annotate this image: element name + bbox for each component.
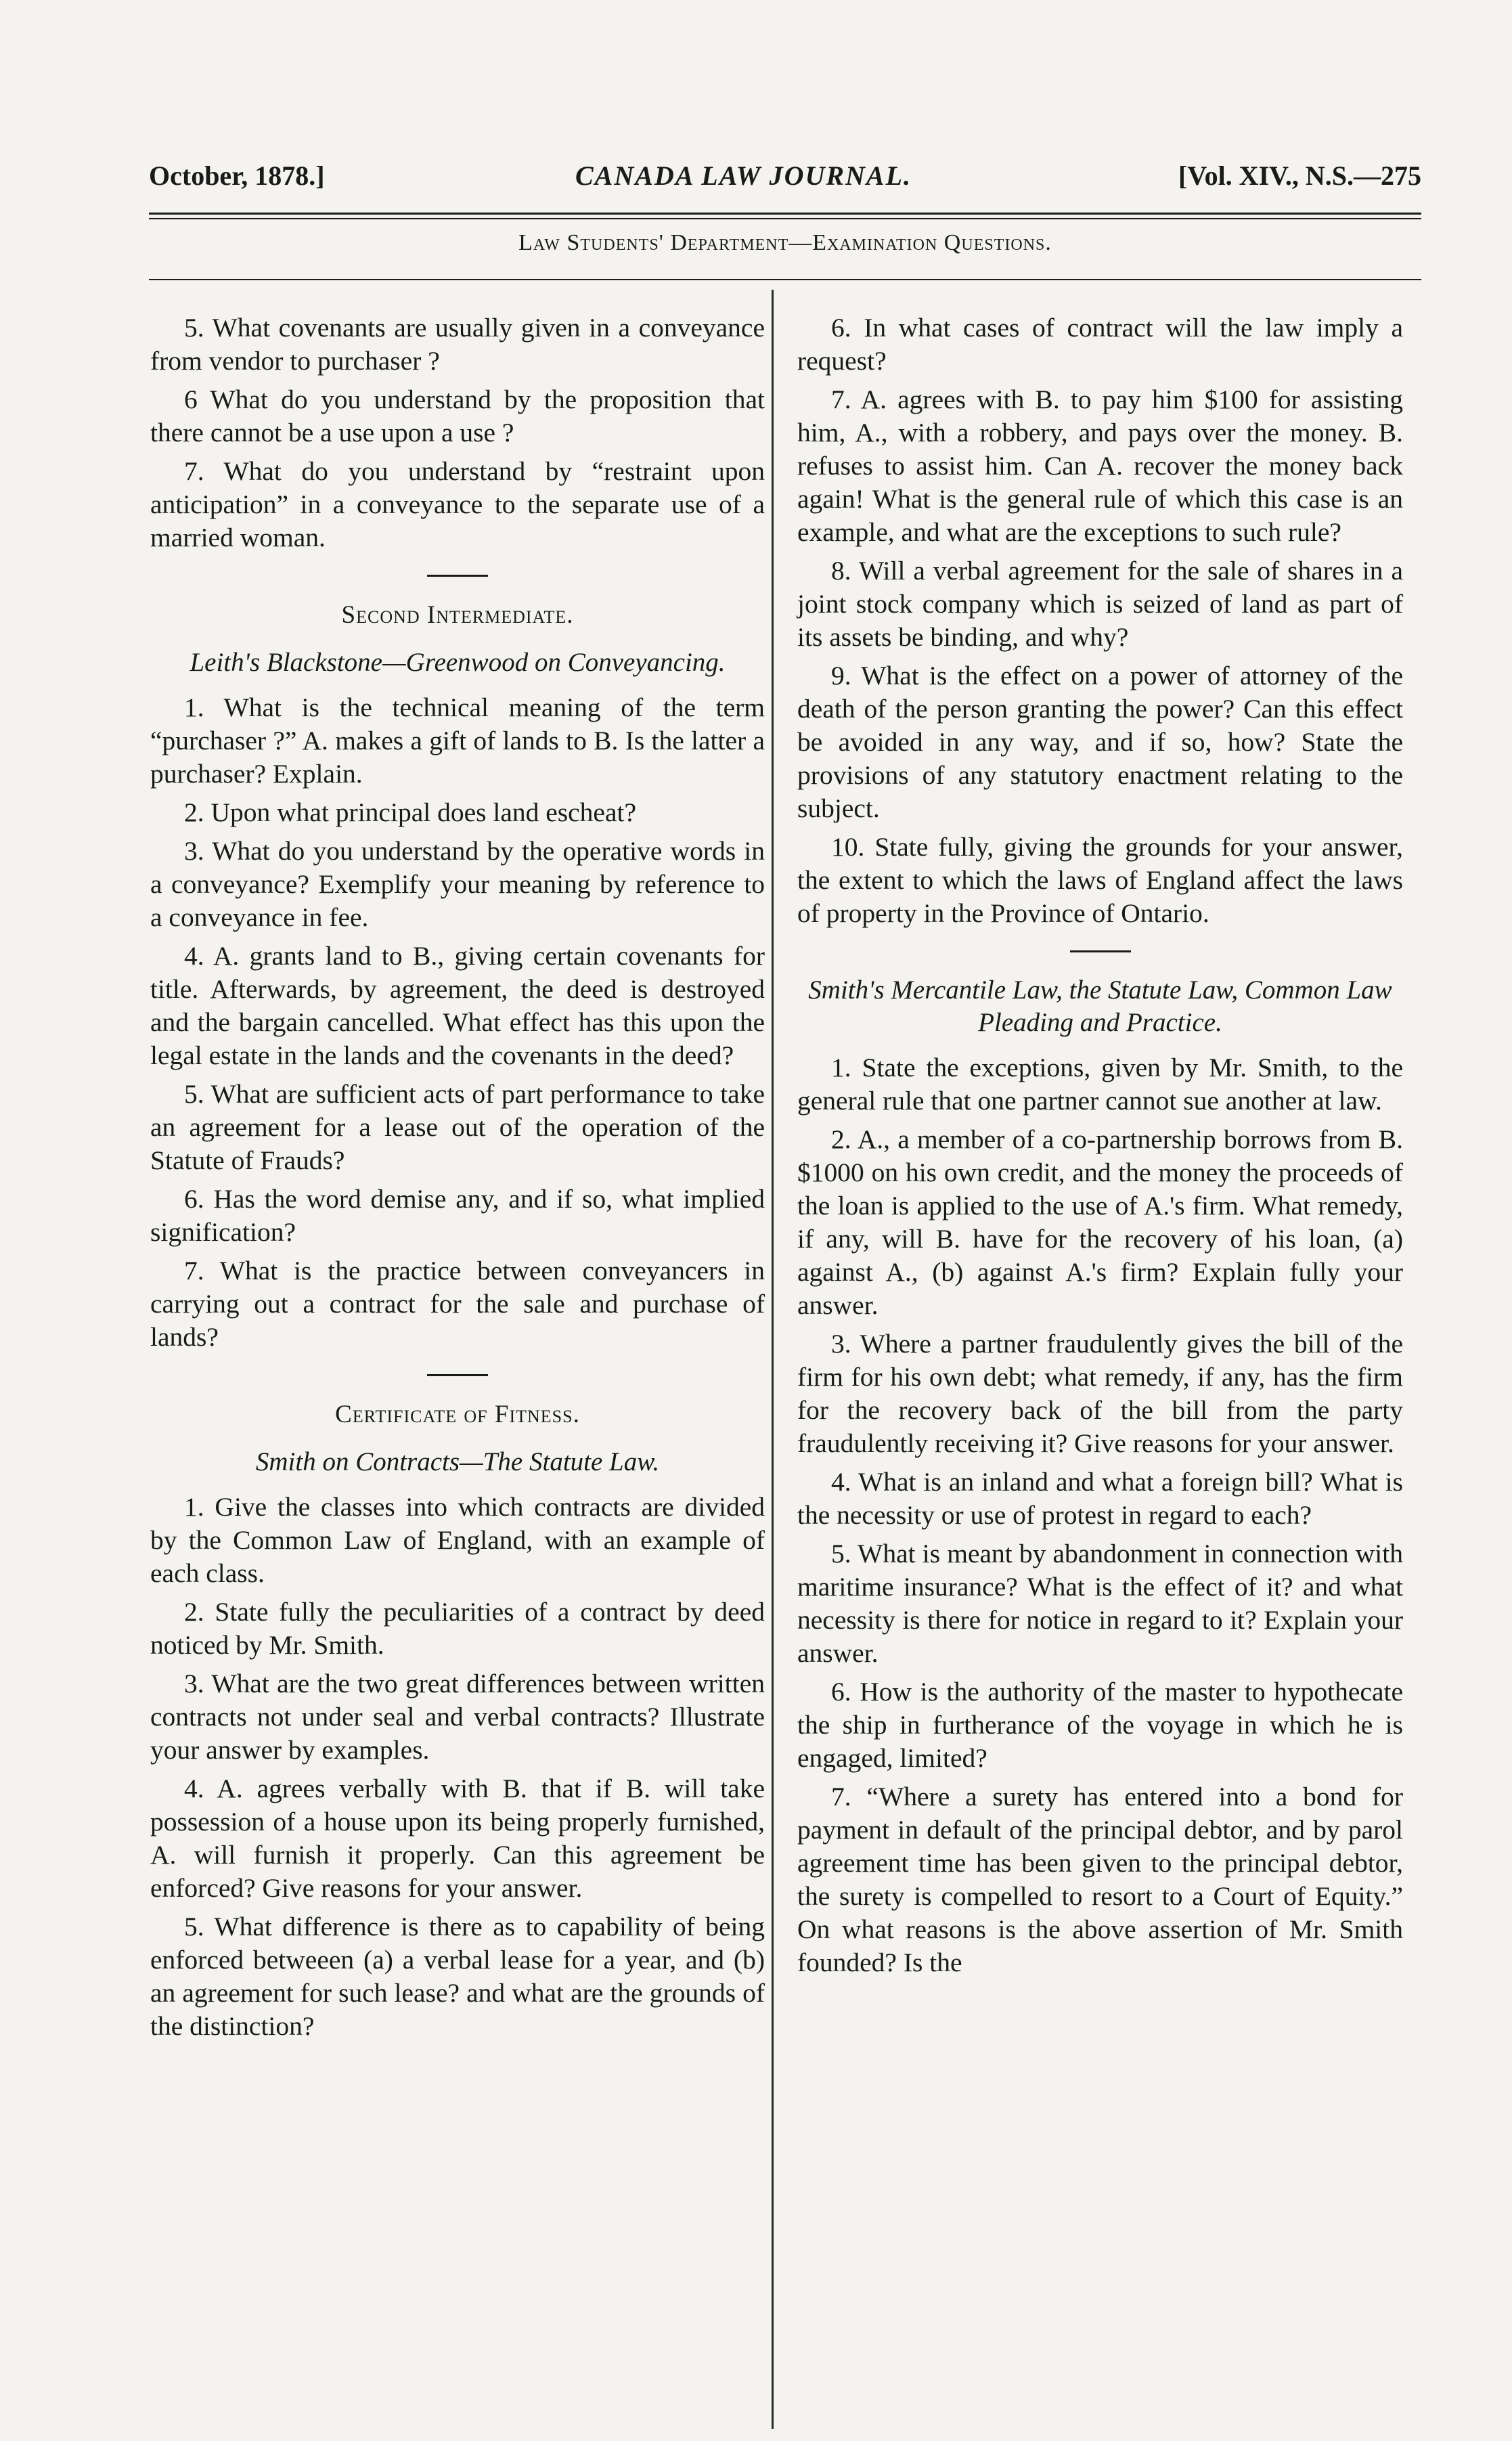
question: 2. Upon what principal does land escheat? (184, 797, 636, 827)
question: 6. Has the word demise any, and if so, what implied signification? (150, 1184, 765, 1247)
question: 7. What do you understand by “restraint upon anticipation” in a conveyance to the separate use of a married woman. (150, 456, 765, 552)
question: 4. What is an inland and what a foreign bill? What is the necessity or use of protest in regard to each? (797, 1467, 1403, 1530)
question: 4. A. grants land to B., giving certain covenants for title. Afterwards, by agreement, the deed is destroyed and the bargain cancelled. What effect has this upon the legal estate in the lands and the covenants in the deed? (150, 941, 765, 1070)
question: 1. State the exceptions, given by Mr. Smith, to the general rule that one partner cannot sue another at law. (797, 1053, 1403, 1116)
question: 6. How is the authority of the master to hypothecate the ship in furtherance of the voyage in which he is engaged, limited? (797, 1677, 1403, 1773)
question: 4. A. agrees verbally with B. that if B. will take possession of a house upon its being properly furnished, A. will furnish it properly. Can this agreement be enforced? Give reasons for your answer. (150, 1774, 765, 1903)
question: 3. What do you understand by the operative words in a conveyance? Exemplify your meaning by reference to a conveyance in fee. (150, 836, 765, 932)
question: 5. What difference is there as to capability of being enforced betweeen (a) a verbal lease for a year, and (b) an agreement for such lease? and what are the grounds of the distinction? (150, 1912, 765, 2041)
question: 1. Give the classes into which contracts are divided by the Common Law of England, with an example of each class. (150, 1492, 765, 1588)
question: 9. What is the effect on a power of attorney of the death of the person granting the power? Can this effect be avoided in any way, and if so, how? State the provisions of any statutory enactment relating to the subject. (797, 661, 1403, 823)
question: 3. Where a partner fraudulently gives the bill of the firm for his own debt; what remedy, if any, has the firm for the recovery back of the bill from the party fraudulently receiving it? Give reasons for your answer. (797, 1329, 1403, 1458)
journal-title: CANADA LAW JOURNAL. (575, 160, 912, 191)
left-column (150, 311, 765, 2048)
section-subheading: Smith on Contracts—The Statute Law. (255, 1447, 660, 1476)
question: 10. State fully, giving the grounds for your answer, the extent to which the laws of England affect the laws of property in the Province of Ontario. (797, 832, 1403, 928)
section-subheading-mercantile-law: Smith's Mercantile Law, the Statute Law, Common Law Pleading and Practice. (808, 975, 1392, 1037)
header-rule-top (149, 213, 1421, 215)
section-rule (1070, 950, 1131, 952)
question: 6 What do you understand by the proposition that there cannot be a use upon a use ? (150, 384, 765, 447)
question: 5. What is meant by abandonment in connection with maritime insurance? What is the effect of it? and what necessity is there for notice in regard to it? Explain your answer. (797, 1539, 1403, 1668)
section-subheading: Leith's Blackstone—Greenwood on Conveyancing. (190, 648, 726, 677)
department-heading: Law Students' Department—Examination Questions. (518, 230, 1052, 255)
section-rule (427, 1374, 488, 1376)
section-heading-certificate-of-fitness: Certificate of Fitness. (335, 1401, 580, 1428)
question: 7. What is the practice between conveyancers in carrying out a contract for the sale and purchase of lands? (150, 1256, 765, 1352)
question: 2. A., a member of a co-partnership borrows from B. $1000 on his own credit, and the money the proceeds of the loan is applied to the use of A.'s firm. What remedy, if any, will B. have for the recovery of his loan, (a) against A., (b) against A.'s firm? Explain fully your answer. (797, 1124, 1403, 1320)
header-rule-bottom (149, 218, 1421, 219)
column-divider (772, 290, 774, 2429)
right-column (797, 311, 1403, 1985)
question: 8. Will a verbal agreement for the sale of shares in a joint stock company which is seized of land as part of its assets be binding, and why? (797, 556, 1403, 652)
question: 2. State fully the peculiarities of a contract by deed noticed by Mr. Smith. (150, 1597, 765, 1660)
question: 3. What are the two great differences between written contracts not under seal and verbal contracts? Illustrate your answer by examples. (150, 1669, 765, 1765)
question: 1. What is the technical meaning of the term “purchaser ?” A. makes a gift of lands to B. Is the latter a purchaser? Explain. (150, 692, 765, 789)
question: 7. A. agrees with B. to pay him $100 for assisting him, A., with a robbery, and pays over the money. B. refuses to assist him. Can A. recover the money back again! What is the general rule of which this case is an example, and what are the exceptions to such rule? (797, 384, 1403, 547)
volume-page-number: [Vol. XIV., N.S.—275 (1178, 160, 1421, 191)
issue-date: October, 1878.] (149, 160, 325, 191)
department-rule (149, 279, 1421, 280)
section-rule (427, 575, 488, 577)
running-head (149, 160, 1421, 200)
question: 5. What covenants are usually given in a conveyance from vendor to purchaser ? (150, 313, 765, 376)
question: 5. What are sufficient acts of part performance to take an agreement for a lease out of the operation of the Statute of Frauds? (150, 1079, 765, 1175)
question: 7. “Where a surety has entered into a bond for payment in default of the principal debtor, and by parol agreement time has been given to the principal debtor, the surety is compelled to resort to a Court of Equity.” On what reasons is the above assertion of Mr. Smith founded? Is the (797, 1782, 1403, 1977)
section-heading-second-intermediate: Second Intermediate. (341, 601, 574, 629)
question: 6. In what cases of contract will the law imply a request? (797, 313, 1403, 376)
